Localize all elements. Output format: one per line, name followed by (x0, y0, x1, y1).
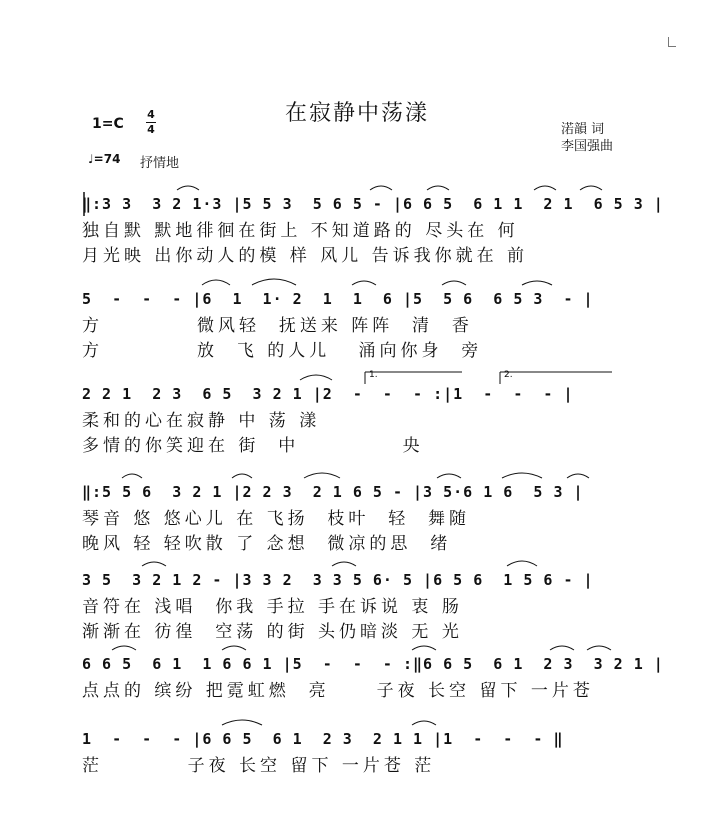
time-signature-bottom: 4 (147, 123, 155, 136)
lyric-verse-1: 独自默 默地徘徊在街上 不知道路的 尽头在 何 (82, 221, 519, 241)
lyric-verse-1: 柔和的心在寂静 中 荡 漾 (82, 411, 321, 431)
lyric-verse-1: 茫 子夜 长空 留下 一片苍 茫 (82, 756, 436, 776)
expression-marking: 抒情地 (140, 156, 180, 171)
lyricist-credit: 渃韻 词 (561, 122, 605, 137)
composer-credit: 李国强曲 (561, 139, 614, 154)
tempo-marking: ♩=74 (88, 152, 121, 166)
lyric-verse-1: 琴音 悠 悠心儿 在 飞扬 枝叶 轻 舞随 (82, 509, 471, 529)
lyric-verse-2: 渐渐在 彷徨 空荡 的街 头仍暗淡 无 光 (82, 622, 463, 642)
notation-line: 3 5 3 2 1 2 - |3 3 2 3 3 5 6· 5 |6 5 6 1 5 6 - | (82, 571, 594, 589)
notation-line: ‖:3 3 3 2 1·3 |5 5 3 5 6 5 - |6 6 5 6 1 1 2 1 6 5 3 | (82, 195, 664, 213)
notation-line: 6 6 5 6 1 1 6 6 1 |5 - - - :‖6 6 5 6 1 2 3 3 2 1 | (82, 655, 664, 673)
lyric-verse-1: 方 微风轻 抚送来 阵阵 清 香 (82, 316, 473, 336)
notation-line: 2 2 1 2 3 6 5 3 2 1 |2 - - - :|1 - - - | (82, 385, 574, 403)
lyric-verse-2: 晚风 轻 轻吹散 了 念想 微凉的思 绪 (82, 534, 452, 554)
notation-line: ‖:5 5 6 3 2 1 |2 2 3 2 1 6 5 - |3 5·6 1 6 5 3 | (82, 483, 584, 501)
lyric-verse-1: 音符在 浅唱 你我 手拉 手在诉说 衷 肠 (82, 597, 463, 617)
lyric-verse-2: 方 放 飞 的人儿 涌向你身 旁 (82, 341, 483, 361)
lyric-verse-1: 点点的 缤纷 把霓虹燃 亮 子夜 长空 留下 一片苍 (82, 681, 594, 701)
time-signature-top: 4 (147, 108, 155, 121)
corner-crop-mark (668, 37, 676, 47)
lyric-verse-2: 月光映 出你动人的模 样 风儿 告诉我你就在 前 (82, 246, 529, 266)
key-signature: 1=C (92, 116, 124, 132)
lyric-verse-2: 多情的你笑迎在 街 中 央 (82, 436, 424, 456)
volta-2-label: 2. (504, 370, 513, 380)
volta-1-label: 1. (369, 370, 378, 380)
notation-line: 5 - - - |6 1 1· 2 1 1 6 |5 5 6 6 5 3 - | (82, 290, 594, 308)
notation-line: 1 - - - |6 6 5 6 1 2 3 2 1 1 |1 - - - ‖ (82, 730, 564, 748)
song-title: 在寂静中荡漾 (284, 101, 429, 126)
time-signature (146, 109, 156, 136)
